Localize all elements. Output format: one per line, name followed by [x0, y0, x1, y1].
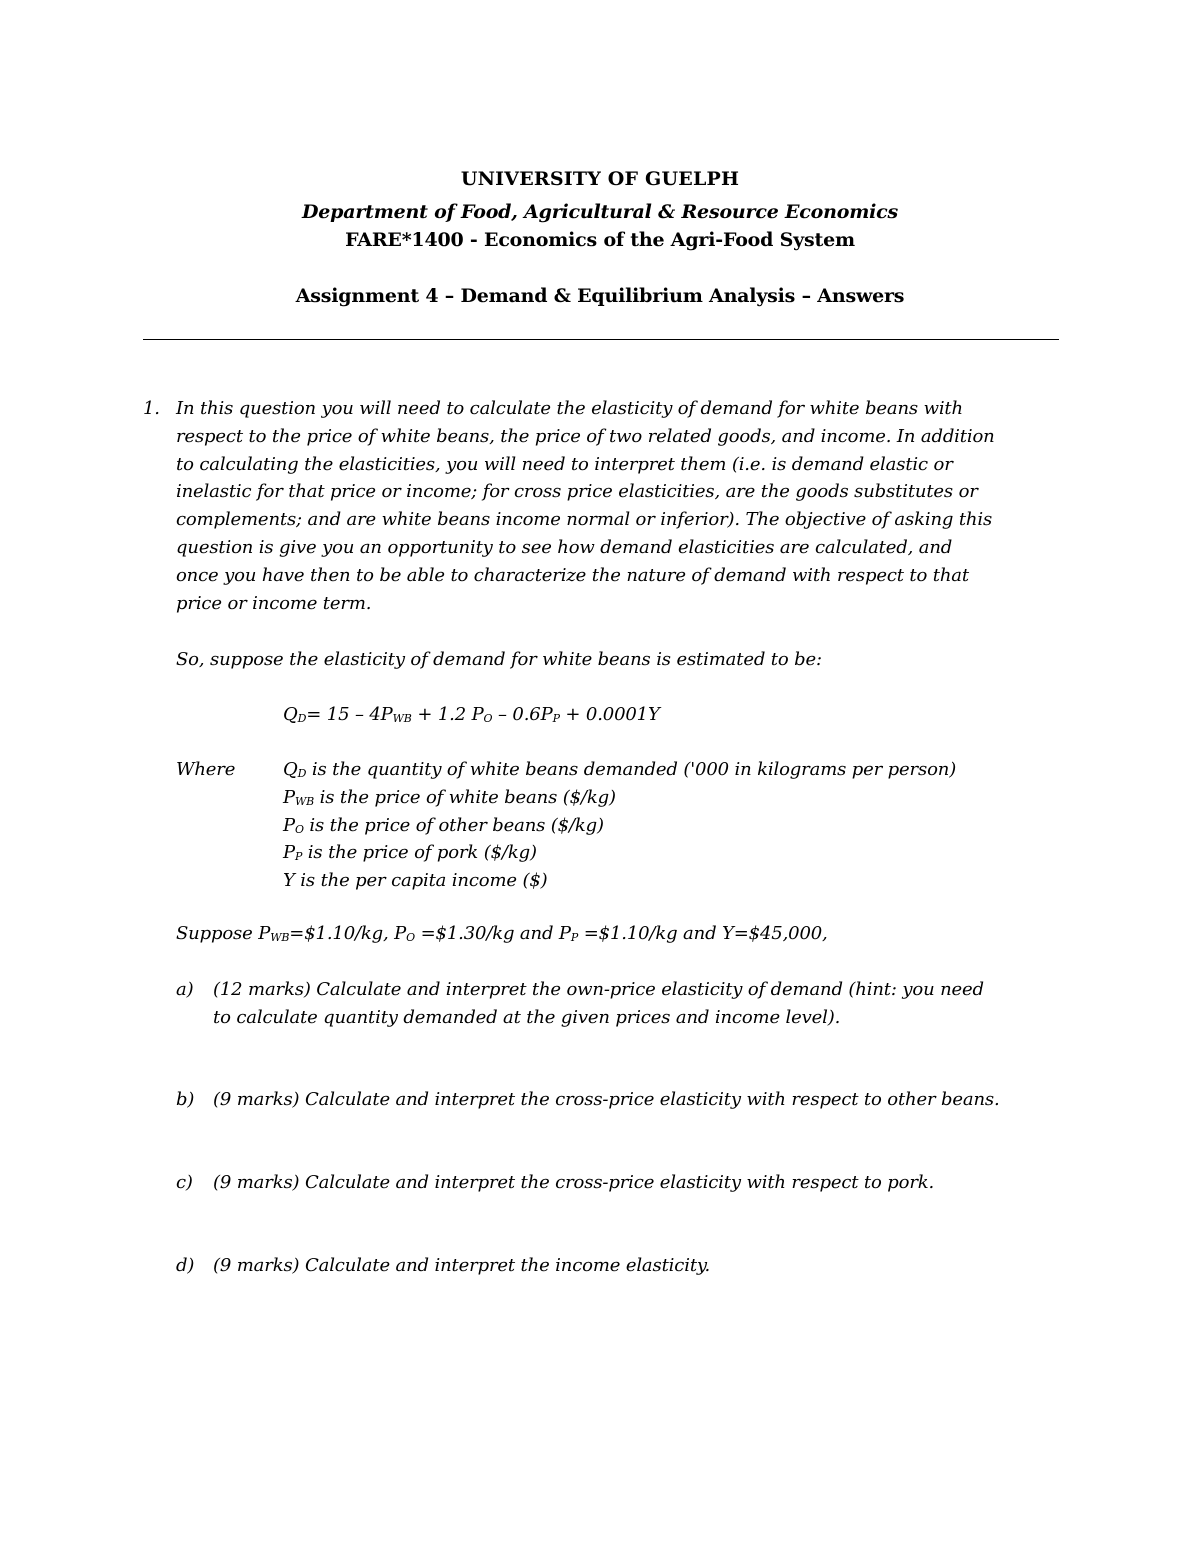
eq-pp-sub: P	[552, 712, 560, 725]
paragraph-line: to calculating the elasticities, you will need to interpret them (i.e. is demand elastic or	[176, 453, 953, 475]
paragraph-line: In this question you will need to calculate the elasticity of demand for white beans with	[176, 398, 963, 419]
subquestion-b-label: b)	[176, 1089, 195, 1110]
definition-item: $P_P$ is the price of pork ($/kg)	[283, 842, 537, 864]
question-number: 1.	[143, 398, 160, 419]
eq-q-sub: D	[297, 712, 307, 725]
subquestion-line: (9 marks) Calculate and interpret the cross-price elasticity with respect to pork.	[213, 1172, 935, 1193]
subquestion-d-label: d)	[176, 1255, 195, 1276]
department-name: Department of Food, Agricultural & Resource Economics	[301, 201, 899, 223]
eq-part: + 1.2 P	[411, 704, 484, 725]
eq-part: = 15 – 4P	[306, 704, 393, 725]
subquestion-a-label: a)	[176, 979, 194, 1000]
subquestion-a	[213, 976, 984, 1032]
subquestion-line: to calculate quantity demanded at the given prices and income level).	[213, 1006, 841, 1028]
subquestion-line: (9 marks) Calculate and interpret the cross-price elasticity with respect to other beans.	[213, 1089, 1000, 1110]
eq-part: + 0.0001Y	[559, 704, 660, 725]
definitions-list	[283, 756, 956, 895]
paragraph-line: complements; and are white beans income normal or inferior). The objective of asking this	[176, 509, 993, 531]
assignment-title: Assignment 4 – Demand & Equilibrium Analysis – Answers	[295, 285, 905, 307]
subquestion-line: (9 marks) Calculate and interpret the income elasticity.	[213, 1255, 711, 1276]
subquestion-line: (12 marks) Calculate and interpret the own-price elasticity of demand (hint: you need	[213, 979, 984, 1000]
course-title: FARE*1400 - Economics of the Agri-Food System	[345, 229, 855, 251]
definition-item: Y is the per capita income ($)	[283, 870, 548, 892]
suppose-intro: So, suppose the elasticity of demand for white beans is estimated to be:	[176, 649, 822, 670]
subquestion-d	[213, 1252, 710, 1280]
paragraph-line: respect to the price of white beans, the price of two related goods, and income. In addition	[176, 425, 995, 447]
demand-equation	[283, 701, 660, 729]
definition-item: $P_{WB}$ is the price of white beans ($/kg)	[283, 786, 616, 808]
suppose-values: Suppose $P_{WB}=\$1.10/kg$, $P_O$ =$1.30/kg and $P_P$ =$1.10/kg and Y=$45,000,	[176, 923, 828, 944]
horizontal-rule	[143, 339, 1059, 340]
eq-part: – 0.6P	[492, 704, 553, 725]
paragraph-line: once you have then to be able to characterize the nature of demand with respect to that	[176, 564, 969, 586]
where-label: Where	[176, 759, 236, 780]
eq-po-sub: O	[483, 712, 493, 725]
university-name: UNIVERSITY OF GUELPH	[460, 168, 740, 190]
paragraph-line: inelastic for that price or income; for cross price elasticities, are the goods substitutes or	[176, 481, 978, 503]
definition-item: $P_O$ is the price of other beans ($/kg)	[283, 814, 604, 836]
subquestion-b	[213, 1086, 1000, 1114]
subquestion-c	[213, 1169, 934, 1197]
subquestion-c-label: c)	[176, 1172, 193, 1193]
paragraph-line: price or income term.	[176, 592, 372, 614]
question-paragraph	[176, 395, 1066, 617]
definition-item: $Q_D$ is the quantity of white beans demanded ('000 in kilograms per person)	[283, 759, 957, 780]
eq-pwb-sub: WB	[392, 712, 412, 725]
paragraph-line: question is give you an opportunity to see how demand elasticities are calculated, and	[176, 536, 953, 558]
eq-q: Q	[283, 704, 298, 725]
